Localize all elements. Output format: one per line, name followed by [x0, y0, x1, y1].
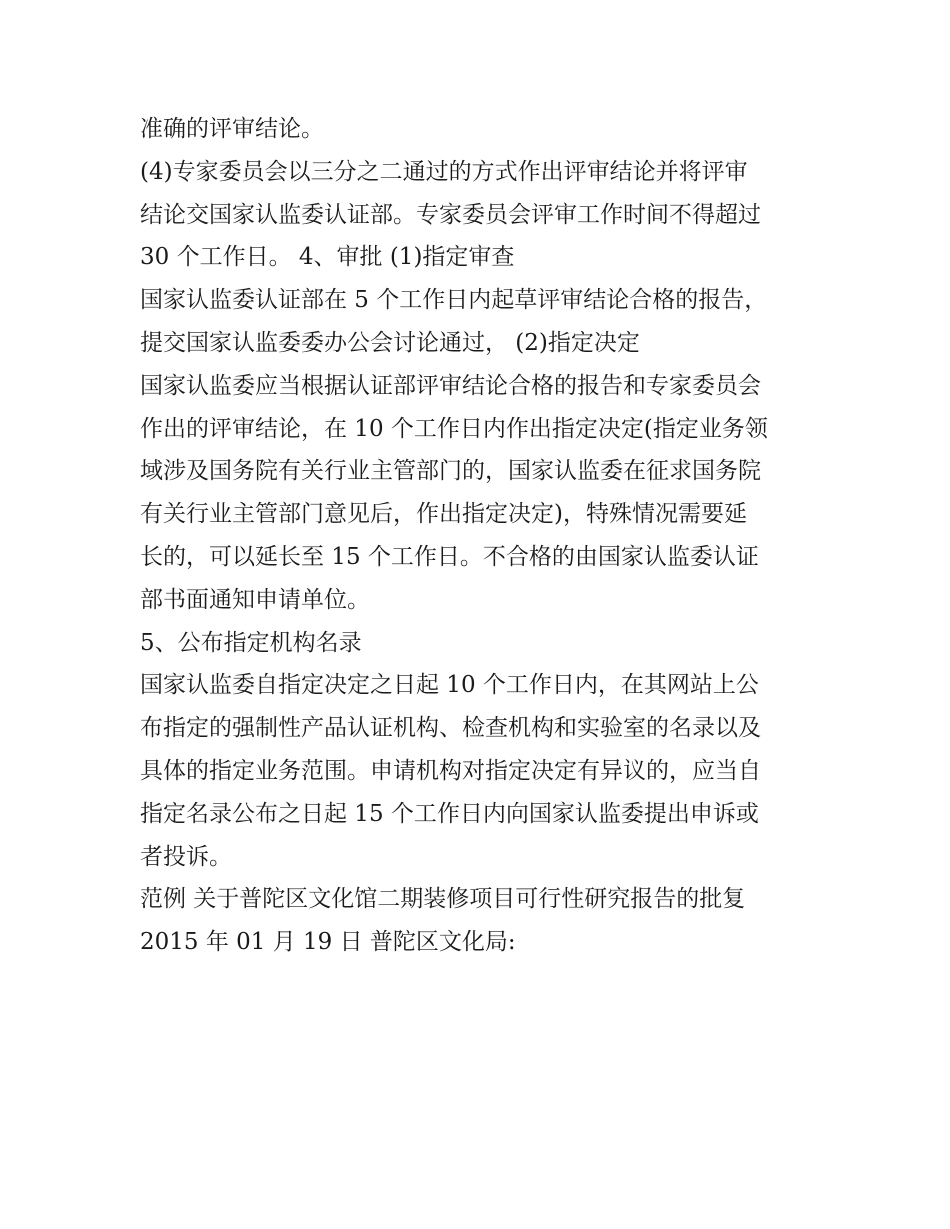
- example-title: 范例 关于普陀区文化馆二期装修项目可行性研究报告的批复: [140, 886, 746, 913]
- example-date-line: 2015 年 01 月 19 日 普陀区文化局:: [140, 929, 516, 956]
- text-line-08: 作出的评审结论，在 10 个工作日内作出指定决定(指定业务领: [140, 415, 768, 442]
- text-line-15: 布指定的强制性产品认证机构、检查机构和实验室的名录以及: [140, 715, 761, 742]
- text-line-16: 具体的指定业务范围。申请机构对指定决定有异议的，应当自: [140, 757, 761, 784]
- text-line-11: 长的，可以延长至 15 个工作日。不合格的由国家认监委认证: [140, 543, 759, 570]
- text-line-03: 结论交国家认监委认证部。专家委员会评审工作时间不得超过: [140, 201, 761, 228]
- text-line-02: (4)专家委员会以三分之二通过的方式作出评审结论并将评审: [140, 158, 748, 185]
- text-line-09: 域涉及国务院有关行业主管部门的，国家认监委在征求国务院: [140, 458, 761, 485]
- text-line-07: 国家认监委应当根据认证部评审结论合格的报告和专家委员会: [140, 372, 761, 399]
- text-line-05: 国家认监委认证部在 5 个工作日内起草评审结论合格的报告，: [140, 287, 768, 314]
- text-line-04: 30 个工作日。 4、审批 (1)指定审查: [140, 244, 515, 271]
- section-heading: 5、公布指定机构名录: [140, 629, 362, 656]
- text-line-06: 提交国家认监委委办公会讨论通过， (2)指定决定: [140, 329, 640, 356]
- text-line-01: 准确的评审结论。: [140, 116, 324, 142]
- text-line-18: 者投诉。: [140, 843, 232, 870]
- text-line-10: 有关行业主管部门意见后，作出指定决定)，特殊情况需要延: [140, 501, 747, 528]
- text-line-14: 国家认监委自指定决定之日起 10 个工作日内，在其网站上公: [140, 672, 759, 699]
- text-line-12: 部书面通知申请单位。: [140, 586, 370, 613]
- text-line-17: 指定名录公布之日起 15 个工作日内向国家认监委提出申诉或: [140, 800, 759, 827]
- document-body: [140, 108, 830, 964]
